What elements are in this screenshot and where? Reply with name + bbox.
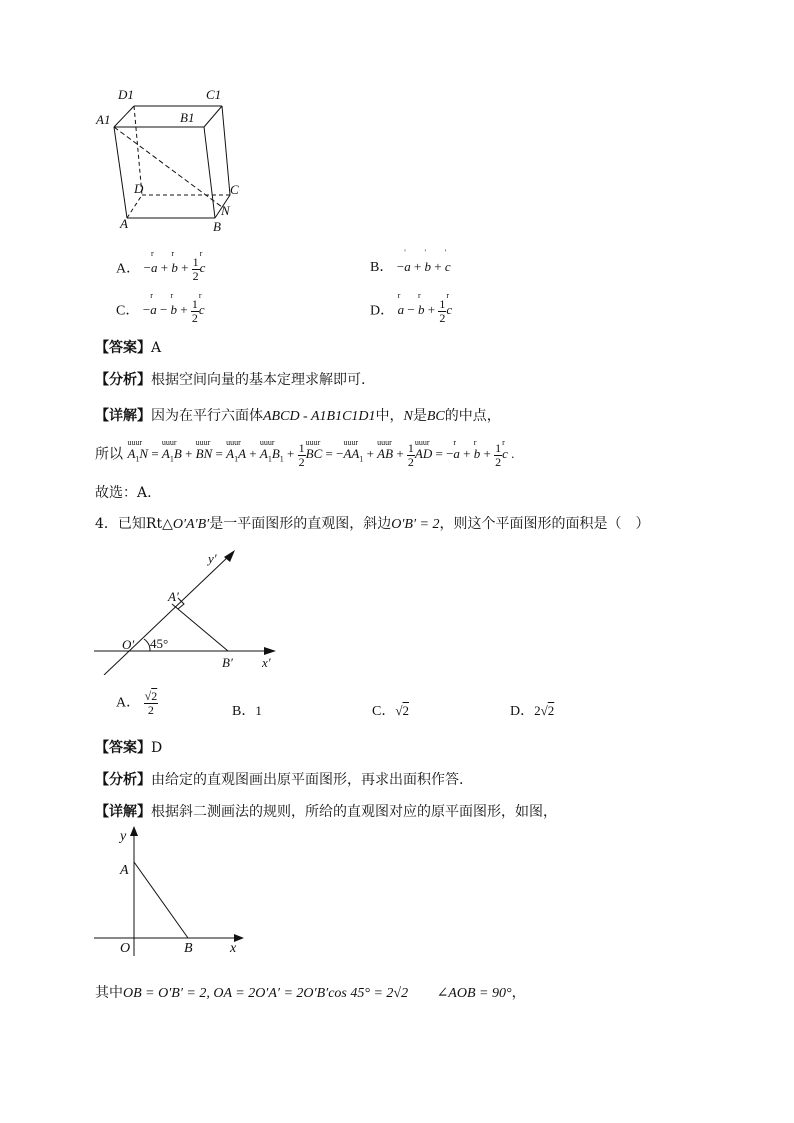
q3-option-c-expr: −r a − r b + $\frac{1}{2}$ r c bbox=[143, 302, 205, 317]
label-a-prime: A′ bbox=[168, 589, 179, 604]
q3-analysis: 【分析】根据空间向量的基本定理求解即可. bbox=[95, 372, 366, 388]
label-b1: B1 bbox=[180, 110, 195, 125]
label-d1: D1 bbox=[118, 87, 134, 102]
label-b: B bbox=[213, 219, 221, 234]
q3-option-a-expr: −r a + r b + $\frac{1}{2}$ r c bbox=[144, 260, 206, 275]
label-b-prime: B′ bbox=[222, 655, 233, 670]
q4-answer: 【答案】D bbox=[95, 740, 163, 756]
q4-option-d[interactable]: D．2√2 bbox=[510, 703, 555, 719]
q3-vector-equation: 所以 uuur $A_1N$ = uuur $A_1B$ + uuur BN = uuur $A_1A$ + uuur $A_1B_1$ + $\frac{1}{2}$ uuur BC = −uuur $AA_1$ + uuur AB + $\frac{1}{2}$ uuur AD = −r a + r b + $\frac{1}{2}$ r c . bbox=[95, 442, 514, 470]
label-o: O bbox=[120, 941, 131, 956]
q4-calculation: 其中OB = O′B′ = 2, OA = 2O′A′ = 2O′B′cos 45° = 2√2 ∠AOB = 90°， bbox=[95, 985, 526, 1001]
label-o-prime: O′ bbox=[122, 637, 135, 652]
q4-detail: 【详解】根据斜二测画法的规则，所给的直观图对应的原平面图形，如图， bbox=[95, 804, 557, 820]
q3-detail: 【详解】因为在平行六面体ABCD - A1B1C1D1中，N是BC的中点， bbox=[95, 408, 501, 424]
q3-option-d-expr: r a − r b + $\frac{1}{2}$ r c bbox=[398, 302, 452, 317]
label-y: y bbox=[120, 829, 127, 844]
q4-option-c[interactable]: C．√2 bbox=[372, 703, 409, 719]
q3-option-b[interactable]: B． −' a + ' b + ' c bbox=[370, 256, 451, 276]
label-c1: C1 bbox=[206, 87, 222, 102]
label-a1: A1 bbox=[96, 112, 111, 127]
q4-option-b[interactable]: B．1 bbox=[232, 703, 262, 719]
vector-equation-expr: uuur $A_1N$ = uuur $A_1B$ + uuur BN = uuur $A_1A$ + uuur $A_1B_1$ + $\frac{1}{2}$ uuur BC = −uuur $AA_1$ + uuur AB + $\frac{1}{2}$ uuur AD = −r a + r b + $\frac{1}{2}$ r c . bbox=[127, 446, 514, 461]
label-y-prime: y′ bbox=[208, 551, 217, 566]
q4-stem: 4．已知Rt△O′A′B′是一平面图形的直观图，斜边O′B′ = 2，则这个平面图形的面积是（ ） bbox=[95, 516, 650, 532]
label-d: D bbox=[134, 181, 144, 196]
label-n: N bbox=[221, 203, 230, 218]
q4-analysis: 【分析】由给定的直观图画出原平面图形，再求出面积作答. bbox=[95, 772, 464, 788]
q4-option-d-expr: 2√2 bbox=[534, 703, 555, 718]
q3-option-b-expr: −' a + ' b + ' c bbox=[397, 259, 451, 274]
q3-option-d[interactable]: D． r a − r b + $\frac{1}{2}$ r c bbox=[370, 298, 452, 325]
parallelepiped-figure bbox=[90, 82, 260, 234]
q3-option-c[interactable]: C． −r a − r b + $\frac{1}{2}$ r c bbox=[116, 298, 205, 325]
q4-option-c-expr: √2 bbox=[395, 703, 409, 718]
q4-option-a-expr: $\frac{√2}{2}$ bbox=[144, 689, 158, 717]
label-a: A bbox=[120, 216, 128, 231]
label-a-point: A bbox=[120, 863, 129, 878]
label-x-prime: x′ bbox=[262, 655, 271, 670]
label-c: C bbox=[230, 182, 239, 197]
q3-answer: 【答案】A bbox=[95, 340, 162, 356]
q4-option-a[interactable]: A． $\frac{√2}{2}$ bbox=[116, 689, 158, 717]
oblique-view-figure bbox=[92, 545, 292, 675]
q3-option-a[interactable]: A． −r a + r b + $\frac{1}{2}$ r c bbox=[116, 256, 205, 283]
q3-conclusion: 故选：A. bbox=[95, 485, 152, 501]
label-b-point: B bbox=[184, 941, 193, 956]
label-x: x bbox=[230, 941, 237, 956]
label-45-degree: 45° bbox=[150, 636, 169, 651]
original-plane-figure bbox=[92, 826, 252, 958]
